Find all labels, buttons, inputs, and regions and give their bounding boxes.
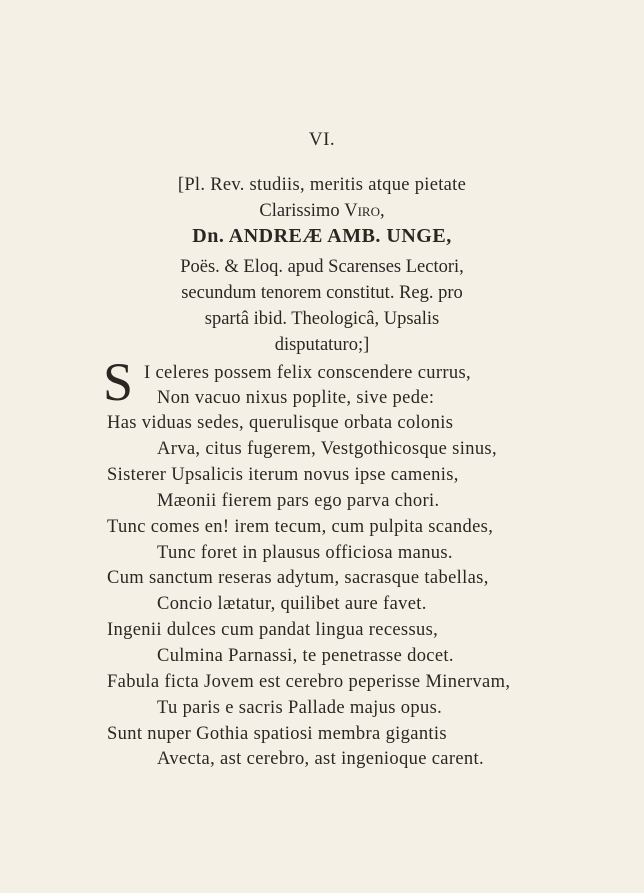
poem-line-12: Culmina Parnassi, te penetrasse docet. [157,646,454,666]
poem-line-8: Tunc foret in plausus officiosa manus. [157,543,453,563]
poem-line-5: Sisterer Upsalicis iterum novus ipse camenis, [107,465,459,485]
dedication-line-6: spartâ ibid. Theologicâ, Upsalis [204,309,440,329]
poem-line-2: Non vacuo nixus poplite, sive pede: [157,388,435,408]
poem-line-3: Has viduas sedes, querulisque orbata colonis [107,413,454,433]
poem-line-9: Cum sanctum reseras adytum, sacrasque tabellas, [107,568,489,588]
dedication-line-2-suffix: , [379,201,385,221]
poem-line-15: Sunt nuper Gothia spatiosi membra gigantis [107,724,447,744]
drop-cap: S [103,352,134,412]
poem-line-11: Ingenii dulces cum pandat lingua recessus, [107,620,439,640]
poem-line-10: Concio lætatur, quilibet aure favet. [157,594,427,614]
poem-line-4: Arva, citus fugerem, Vestgothicosque sinus, [157,439,497,459]
poem-line-1: I celeres possem felix conscendere currus, [144,363,472,383]
dedication-line-1: [Pl. Rev. studiis, meritis atque pietate [177,175,467,195]
dedication-line-4: Poës. & Eloq. apud Scarenses Lectori, [180,257,464,277]
dedicatee-name: Dn. ANDREÆ AMB. UNGE, [192,225,452,247]
poem-line-7: Tunc comes en! irem tecum, cum pulpita scandes, [107,517,494,537]
poem-line-14: Tu paris e sacris Pallade majus opus. [157,698,443,718]
dedication-line-2 [0,198,644,224]
poem-line-6: Mæonii fierem pars ego parva chori. [157,491,440,511]
dedication-line-7: disputaturo;] [274,335,370,355]
dedication-line-2-prefix: Clarissimo [259,201,345,221]
dedication-line-5: secundum tenorem constitut. Reg. pro [181,283,463,303]
section-numeral: VI. [308,129,336,150]
poem-line-16: Avecta, ast cerebro, ast ingenioque carent. [157,749,485,769]
dedication-line-2-name: Viro [344,201,380,221]
poem-line-13: Fabula ficta Jovem est cerebro peperisse Minervam, [107,672,511,692]
